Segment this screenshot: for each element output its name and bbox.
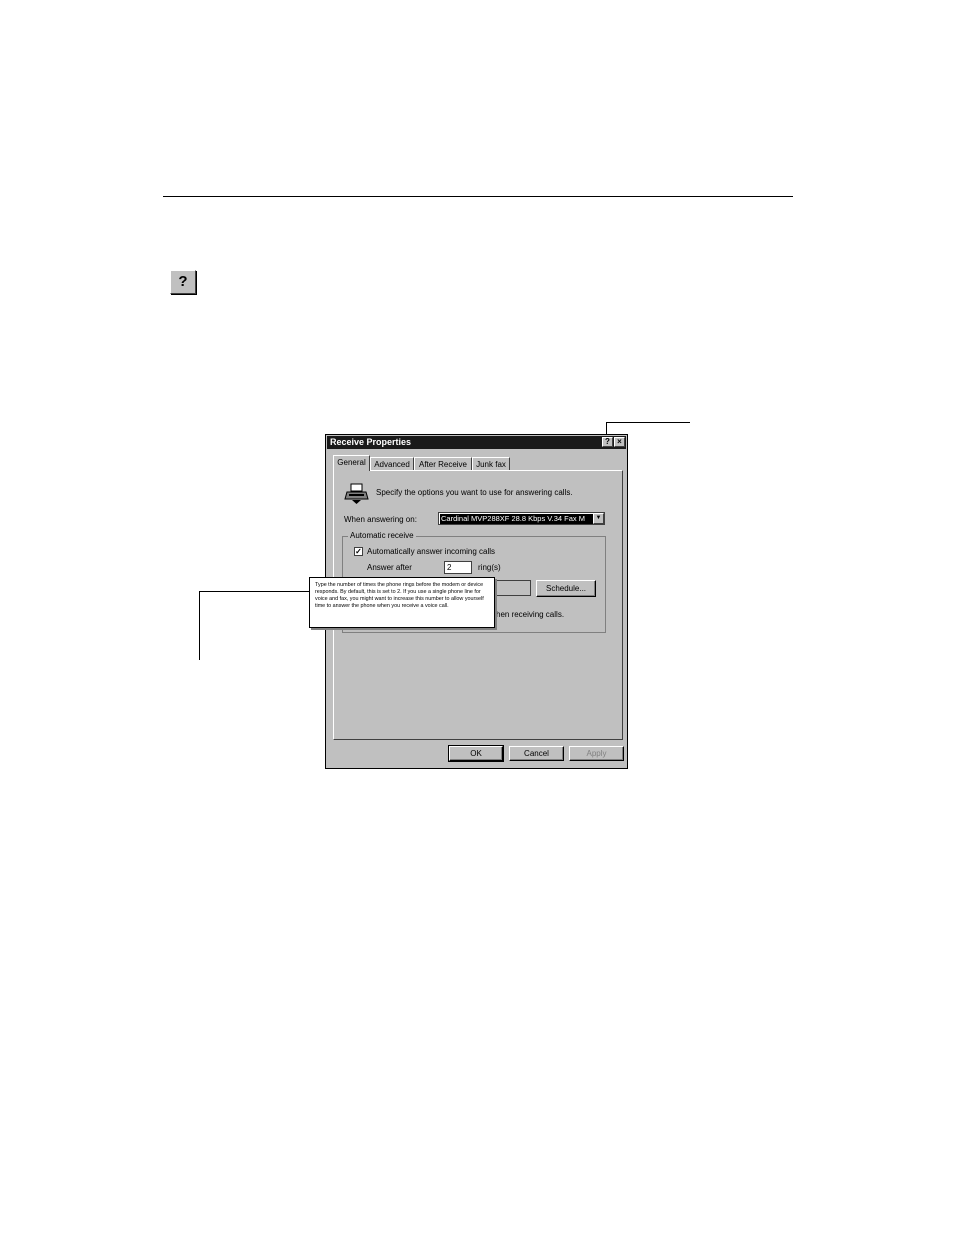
- answering-on-label: When answering on:: [344, 515, 417, 524]
- auto-answer-label: Automatically answer incoming calls: [367, 547, 496, 556]
- dropdown-arrow-icon[interactable]: ▼: [593, 513, 604, 524]
- tab-after-receive[interactable]: After Receive: [414, 457, 472, 470]
- answer-after-label: Answer after: [367, 563, 412, 572]
- dialog-titlebar: [327, 436, 626, 449]
- dialog-title: Receive Properties: [330, 437, 412, 447]
- cancel-button[interactable]: Cancel: [509, 746, 564, 761]
- help-question-icon: ?: [170, 270, 196, 294]
- close-button[interactable]: ×: [614, 437, 625, 447]
- ok-button[interactable]: OK: [449, 746, 503, 761]
- tab-advanced[interactable]: Advanced: [370, 457, 414, 470]
- help-button[interactable]: ?: [602, 437, 613, 447]
- answer-after-input[interactable]: 2: [444, 561, 472, 574]
- group-label: Automatic receive: [350, 531, 414, 540]
- callout-line-top-h: [606, 422, 690, 423]
- help-tooltip: Type the number of times the phone rings before the modem or device responds. By default, this is set to 2. If you use a single phone line for voice and fax, you might want to increase this number to allow yourself time to answer the phone when you receive a voice call.: [309, 577, 495, 628]
- partial-option-label: hen receiving calls.: [496, 610, 565, 619]
- tab-junk-fax[interactable]: Junk fax: [472, 457, 510, 470]
- header-rule: [163, 196, 793, 197]
- auto-answer-checkbox[interactable]: ✓: [355, 547, 362, 556]
- answering-device-value: Cardinal MVP288XF 28.8 Kbps V.34 Fax M: [440, 514, 593, 524]
- rings-label: ring(s): [478, 563, 501, 572]
- schedule-button[interactable]: Schedule...: [536, 580, 596, 597]
- callout-line-left-h: [199, 591, 310, 592]
- tab-general[interactable]: General: [333, 455, 370, 471]
- apply-button[interactable]: Apply: [569, 746, 624, 761]
- intro-text: Specify the options you want to use for answering calls.: [376, 488, 573, 497]
- callout-line-left-v: [199, 591, 200, 660]
- fax-machine-icon: [344, 483, 370, 505]
- answering-device-select[interactable]: [438, 512, 605, 525]
